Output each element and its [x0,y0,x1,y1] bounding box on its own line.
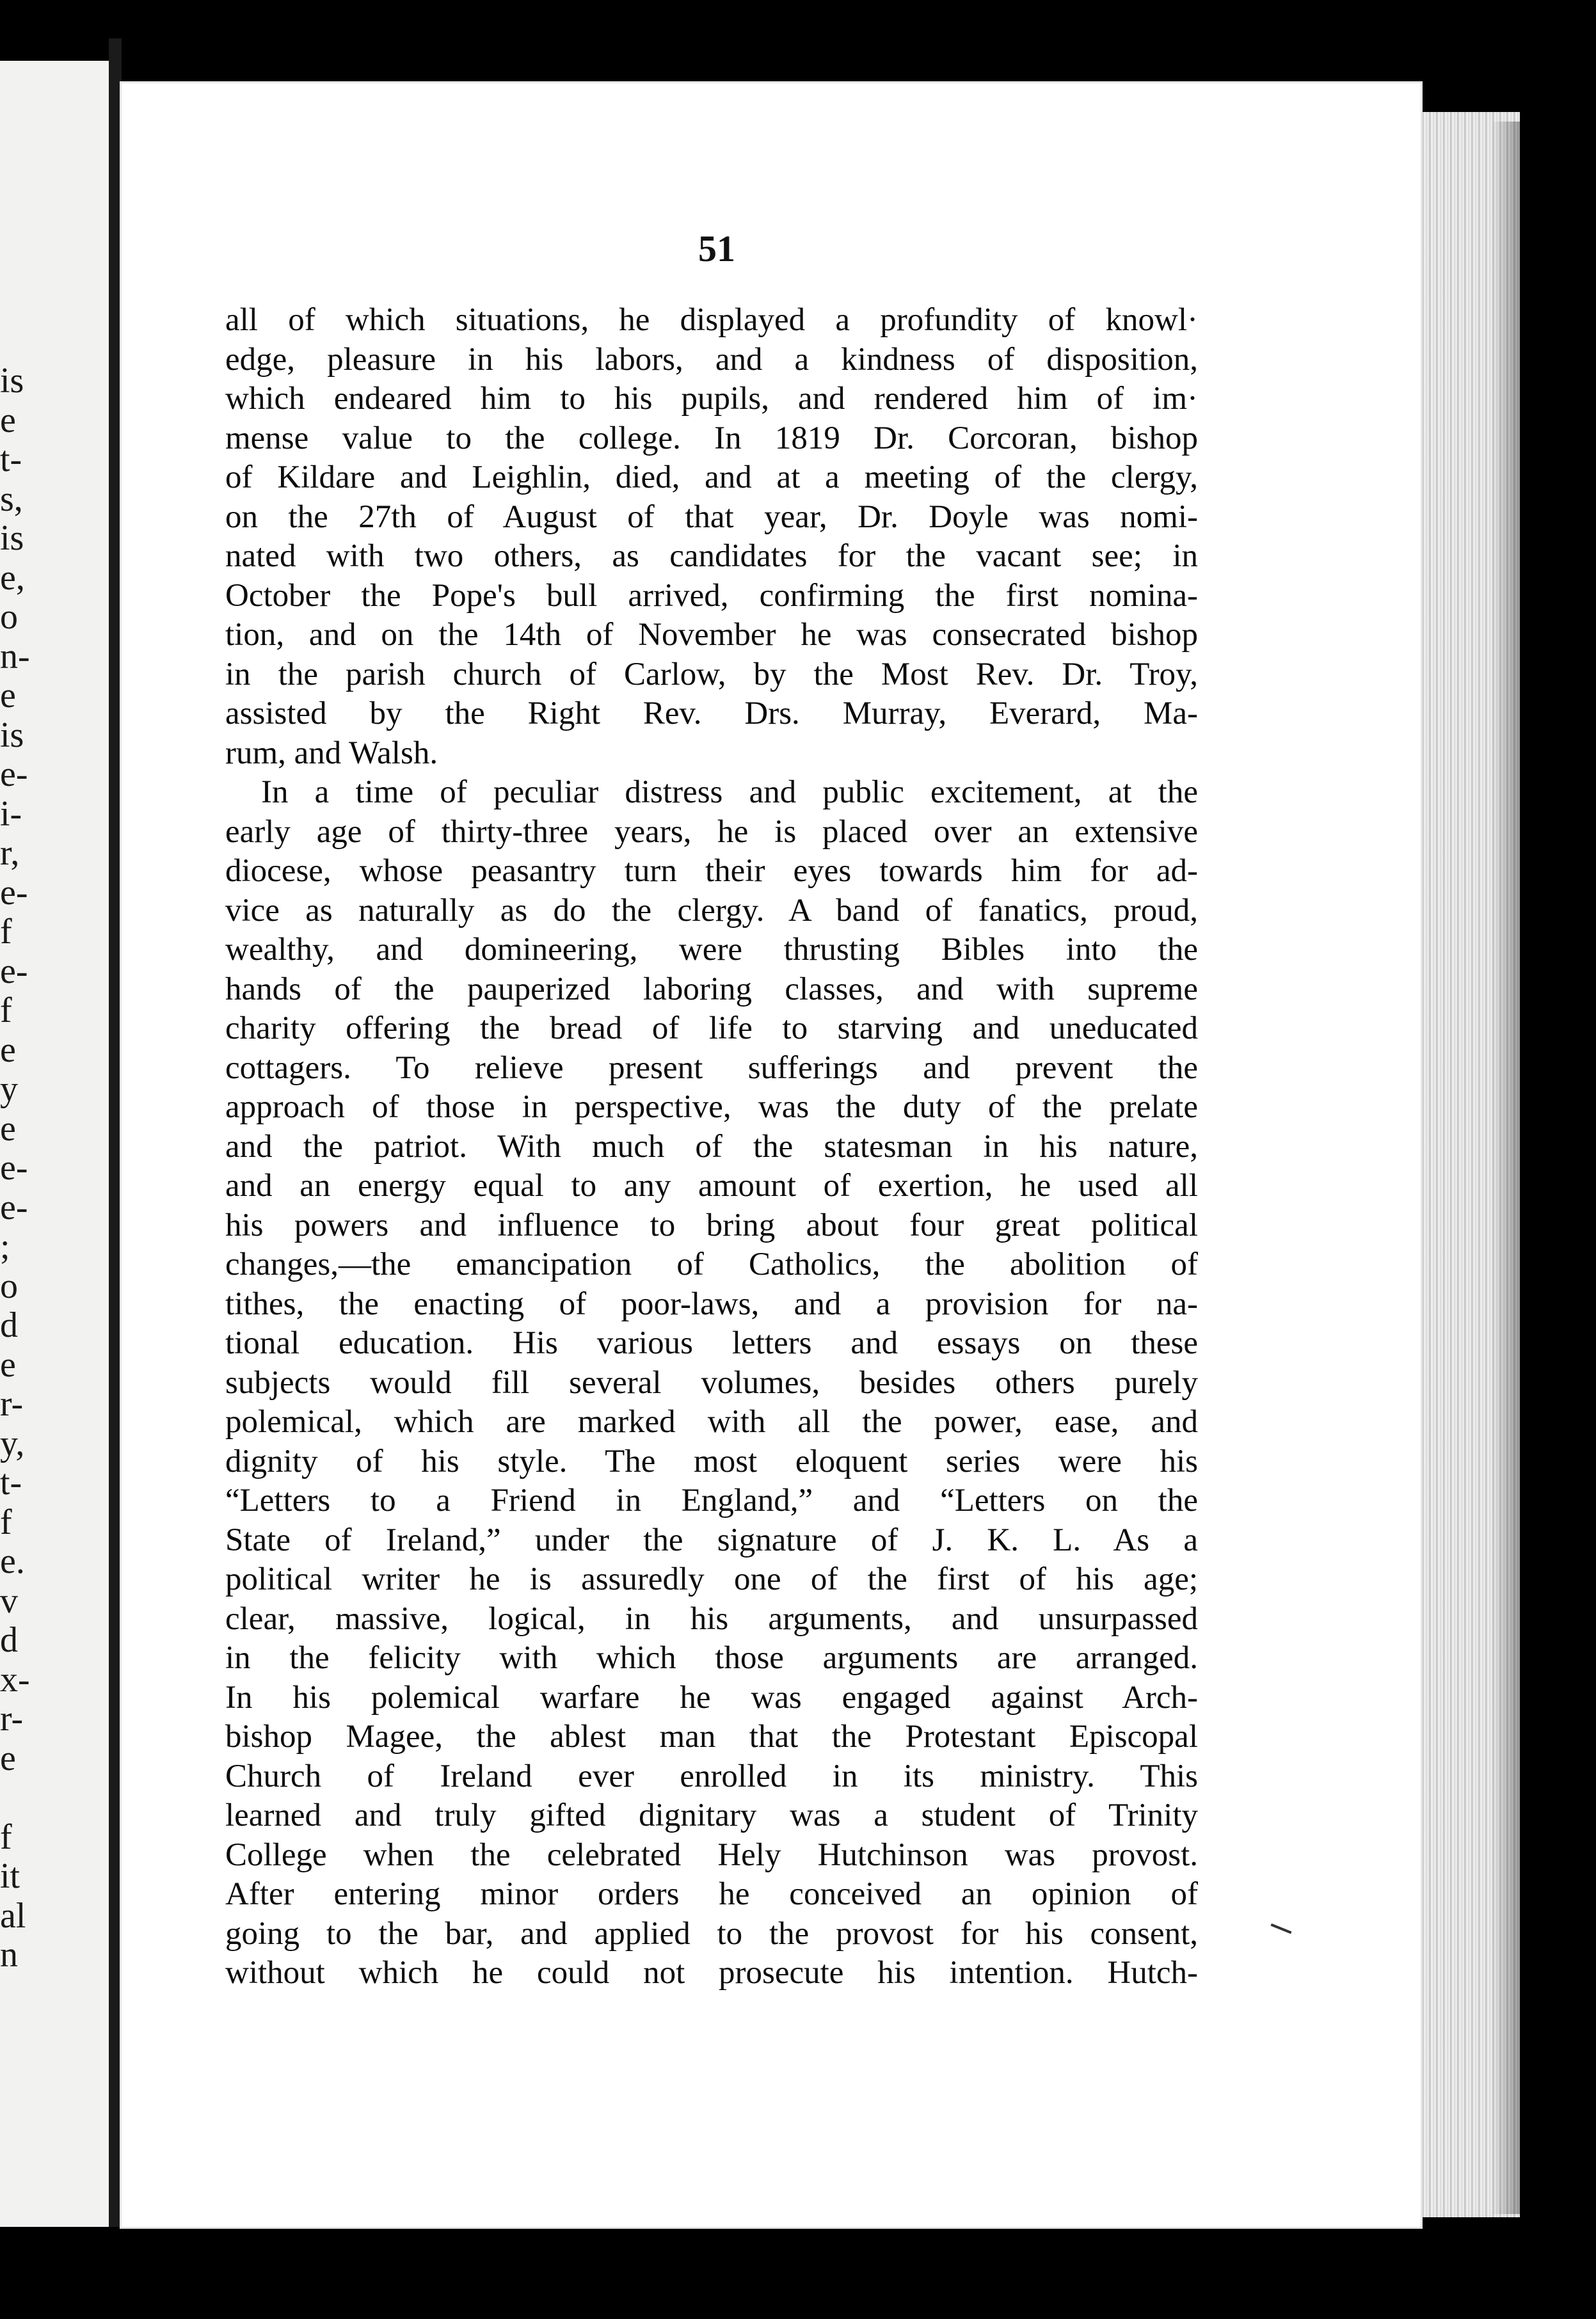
text-line: going to the bar, and applied to the provost for his consent, [225,1915,1198,1952]
left-edge-fragment: it [0,1856,20,1896]
left-edge-fragment: al [0,1895,26,1936]
text-line: bishop Magee, the ablest man that the Protestant Episcopal [225,1719,1198,1755]
left-edge-fragment: e- [0,1187,28,1227]
text-line: vice as naturally as do the clergy. A band of fanatics, proud, [225,892,1198,928]
text-line: dignity of his style. The most eloquent series were his [225,1443,1198,1479]
text-line: rum, and Walsh. [225,735,438,771]
left-edge-fragment: e [0,1030,16,1070]
left-edge-fragment: f [0,912,12,952]
left-page-cut-text [0,361,30,1975]
left-edge-fragment: o [0,1266,18,1306]
text-line: in the parish church of Carlow, by the Most Rev. Dr. Troy, [225,656,1198,692]
left-edge-fragment: f [0,1502,12,1542]
left-edge-fragment: s, [0,479,23,519]
text-line: on the 27th of August of that year, Dr. Doyle was nomi- [225,498,1198,535]
text-line: In a time of peculiar distress and public excitement, at the [261,774,1198,810]
left-edge-fragment: f [0,1817,12,1857]
left-edge-fragment: e [0,400,16,440]
text-line: “Letters to a Friend in England,” and “Letters on the [225,1483,1198,1518]
left-edge-fragment: e, [0,557,25,598]
left-edge-fragment: t- [0,1463,22,1502]
left-edge-fragment: r- [0,1384,24,1424]
text-line: early age of thirty-three years, he is placed over an extensive [225,813,1198,850]
text-line: assisted by the Right Rev. Drs. Murray, Everard, Ma- [225,696,1198,731]
left-edge-fragment: e- [0,951,28,991]
left-edge-fragment: i- [0,793,22,834]
text-line: edge, pleasure in his labors, and a kindness of disposition, [225,341,1198,378]
text-line: In his polemical warfare he was engaged against Arch- [225,1679,1198,1716]
left-edge-fragment: o [0,597,18,637]
left-edge-fragment: e [0,1344,16,1385]
left-edge-fragment: y, [0,1423,25,1463]
left-edge-fragment: e- [0,872,28,912]
left-edge-fragment: e [0,676,16,715]
text-line: wealthy, and domineering, were thrusting Bibles into the [225,932,1198,968]
text-line: cottagers. To relieve present sufferings and prevent the [225,1049,1198,1086]
left-edge-fragment: is [0,361,24,401]
text-line: in the felicity with which those arguments are arranged. [225,1640,1198,1676]
left-edge-fragment: e- [0,754,28,794]
text-line: his powers and influence to bring about four great political [225,1207,1198,1243]
left-edge-fragment: e [0,1108,16,1149]
left-edge-fragment: n [0,1935,18,1975]
left-edge-fragment: is [0,518,24,558]
text-line: State of Ireland,” under the signature of J. K. L. As a [225,1522,1198,1558]
page-number: 51 [698,228,735,269]
text-line: tithes, the enacting of poor-laws, and a provision for na- [225,1286,1198,1322]
left-edge-fragment: d [0,1305,18,1345]
text-line: Church of Ireland ever enrolled in its ministry. This [225,1758,1198,1794]
text-line: diocese, whose peasantry turn their eyes towards him for ad- [225,853,1198,889]
text-line: and an energy equal to any amount of exertion, he used all [225,1168,1198,1204]
left-edge-fragment: ; [0,1227,10,1266]
text-line: hands of the pauperized laboring classes, and with supreme [225,971,1198,1007]
text-line: political writer he is assuredly one of the first of his age; [225,1561,1198,1597]
body-text [225,301,1198,1993]
text-line: learned and truly gifted dignitary was a student of Trinity [225,1797,1198,1833]
text-line: clear, massive, logical, in his arguments, and unsurpassed [225,1600,1198,1637]
left-edge-fragment [0,1778,26,1818]
text-line: all of which situations, he displayed a profundity of knowl· [225,302,1198,338]
left-edge-fragment: is [0,715,24,755]
left-edge-fragment: e [0,1738,16,1778]
left-edge-fragment: n- [0,636,30,676]
page-edges-shadow [1491,122,1529,2214]
left-edge-fragment: t- [0,440,22,479]
text-line: charity offering the bread of life to starving and uneducated [225,1010,1198,1046]
text-line: nated with two others, as candidates for the vacant see; in [225,538,1198,574]
left-edge-fragment: r- [0,1699,24,1739]
text-line: tional education. His various letters and essays on these [225,1325,1198,1361]
left-edge-fragment: y [0,1069,18,1109]
left-edge-fragment: v [0,1581,18,1621]
left-facing-page [0,61,113,2227]
text-line: approach of those in perspective, was the duty of the prelate [225,1089,1198,1125]
left-edge-fragment: f [0,991,12,1030]
text-line: After entering minor orders he conceived an opinion of [225,1876,1198,1912]
left-edge-fragment: e- [0,1148,28,1188]
left-edge-fragment: e. [0,1542,25,1581]
left-edge-fragment: x- [0,1659,30,1700]
text-line: and the patriot. With much of the statesman in his nature, [225,1128,1198,1165]
text-line: without which he could not prosecute his intention. Hutch- [225,1955,1198,1991]
left-edge-fragment: d [0,1620,18,1660]
text-line: changes,—the emancipation of Catholics, the abolition of [225,1247,1198,1282]
text-line: of Kildare and Leighlin, died, and at a meeting of the clergy, [225,459,1198,495]
left-edge-fragment: r, [0,833,20,873]
text-line: polemical, which are marked with all the power, ease, and [225,1404,1198,1440]
text-line: subjects would fill several volumes, besides others purely [225,1364,1198,1401]
text-line: tion, and on the 14th of November he was consecrated bishop [225,617,1198,653]
text-line: October the Pope's bull arrived, confirming the first nomina- [225,577,1198,614]
text-line: College when the celebrated Hely Hutchinson was provost. [225,1837,1198,1873]
text-line: which endeared him to his pupils, and rendered him of im· [225,381,1198,417]
text-line: mense value to the college. In 1819 Dr. Corcoran, bishop [225,420,1198,456]
book-gutter [109,38,122,2227]
